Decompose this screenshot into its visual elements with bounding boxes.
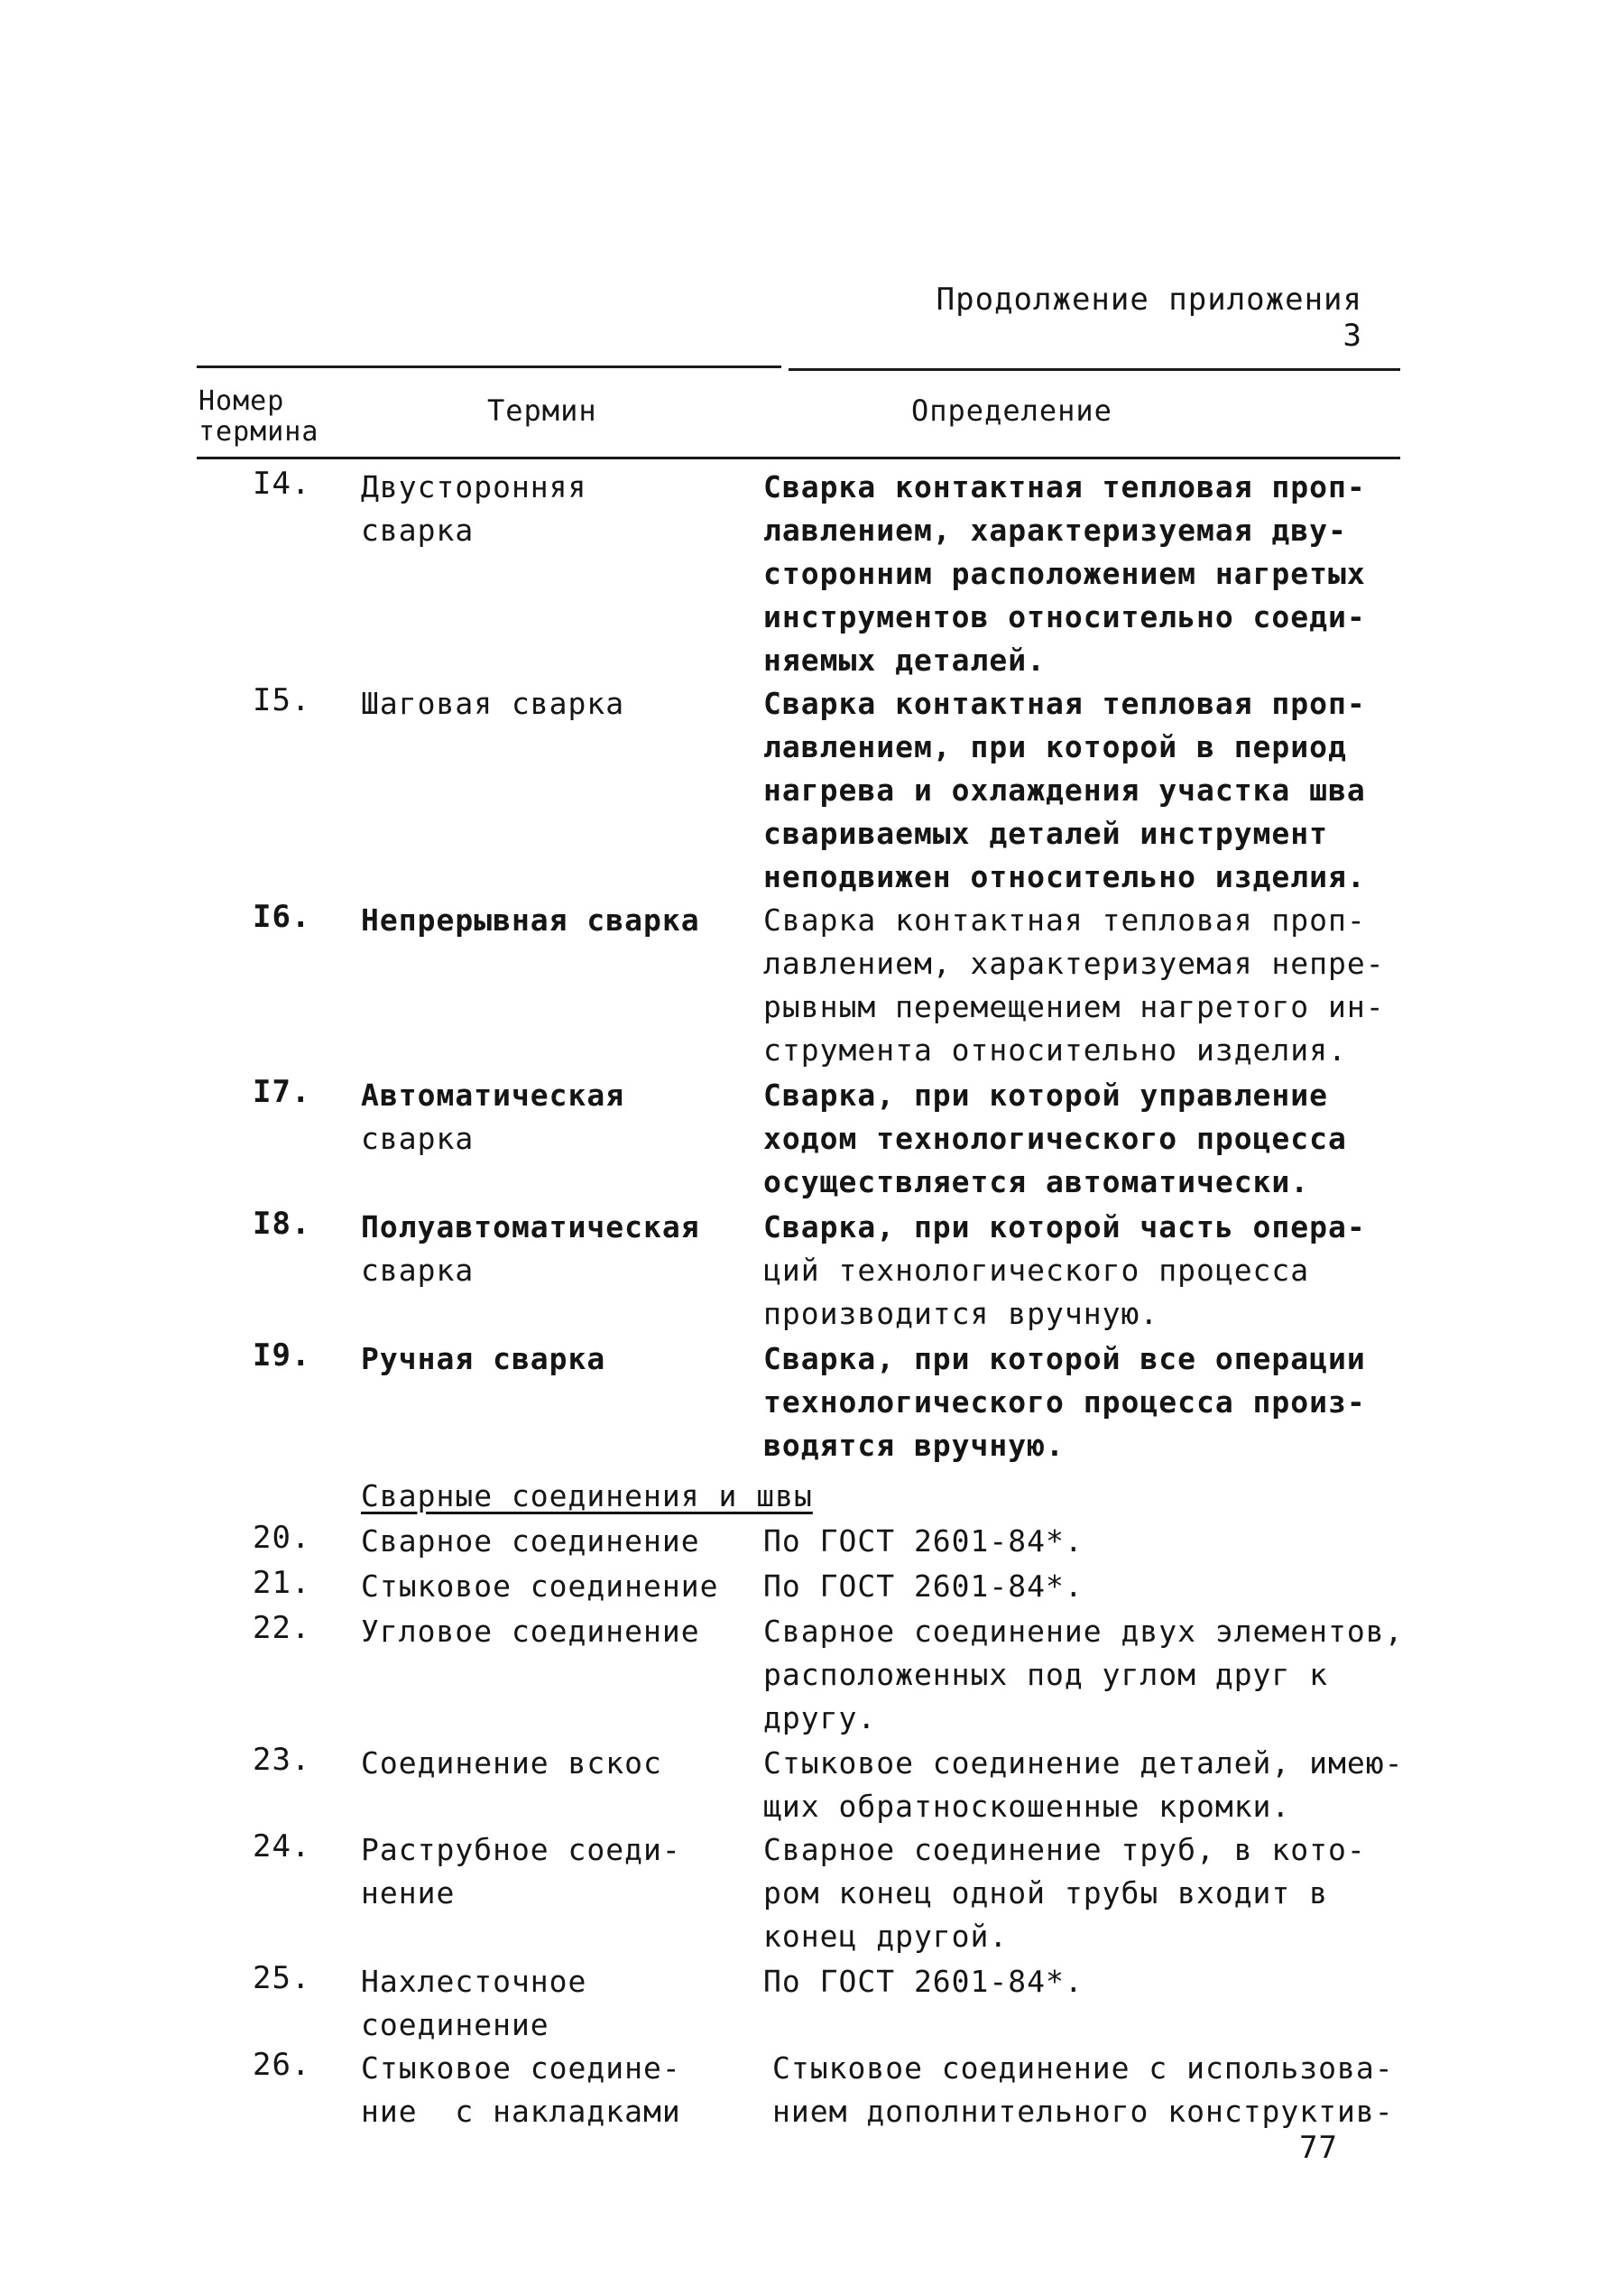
- term-line: сварка: [361, 513, 475, 548]
- term-name: [361, 2047, 758, 2133]
- term-definition: [772, 2047, 1422, 2133]
- term-name: [361, 682, 758, 726]
- definition-line: щих обратноскошенные кромки.: [763, 1789, 1291, 1824]
- definition-line: расположенных под углом друг к: [763, 1657, 1329, 1692]
- term-definition: [763, 1960, 1413, 2003]
- term-number: 20.: [253, 1520, 311, 1556]
- term-line: ние с накладками: [361, 2094, 681, 2129]
- term-name: [361, 1074, 758, 1161]
- definition-line: Сварка контактная тепловая проп-: [763, 686, 1366, 721]
- definition-line: неподвижен относительно изделия.: [763, 859, 1366, 894]
- term-name: [361, 466, 758, 552]
- definition-line: рывным перемещением нагретого ин-: [763, 989, 1385, 1024]
- term-number: I7.: [253, 1074, 311, 1110]
- term-definition: [763, 1610, 1413, 1740]
- term-number: 21.: [253, 1565, 311, 1601]
- term-line: Угловое соединение: [361, 1614, 700, 1649]
- term-line: Двусторонняя: [361, 469, 587, 504]
- term-line: Стыковое соединение: [361, 1568, 719, 1604]
- table-top-rule-left: [197, 365, 781, 368]
- term-definition: [763, 1074, 1413, 1204]
- column-header-definition: Определение: [911, 393, 1112, 428]
- term-number: I4.: [253, 466, 311, 502]
- term-name: [361, 899, 758, 942]
- definition-line: технологического процесса произ-: [763, 1384, 1366, 1420]
- column-header-number: Номер термина: [198, 385, 319, 448]
- term-line: Шаговая сварка: [361, 686, 625, 721]
- definition-line: лавлением, при которой в период: [763, 729, 1347, 764]
- definition-line: производится вручную.: [763, 1296, 1159, 1331]
- term-definition: [763, 466, 1413, 682]
- term-name: [361, 1960, 758, 2047]
- table-top-rule-right: [789, 368, 1400, 371]
- definition-line: няемых деталей.: [763, 643, 1047, 678]
- term-name: [361, 1206, 758, 1292]
- term-line: сварка: [361, 1253, 475, 1288]
- table-header-rule: [197, 457, 1400, 459]
- section-title: Сварные соединения и швы: [361, 1478, 813, 1513]
- term-number: I9.: [253, 1337, 311, 1374]
- column-header-term: Термин: [487, 393, 597, 428]
- definition-line: По ГОСТ 2601-84*.: [763, 1568, 1084, 1604]
- term-line: сварка: [361, 1121, 475, 1156]
- definition-line: лавлением, характеризуемая непре-: [763, 946, 1385, 981]
- definition-line: водятся вручную.: [763, 1428, 1065, 1463]
- definition-line: струмента относительно изделия.: [763, 1032, 1347, 1068]
- term-line: Непрерывная сварка: [361, 902, 700, 938]
- term-number: 22.: [253, 1610, 311, 1646]
- definition-line: ром конец одной трубы входит в: [763, 1875, 1329, 1911]
- definition-line: Стыковое соединение с использова-: [772, 2050, 1394, 2086]
- term-name: [361, 1565, 758, 1608]
- definition-line: Сварка, при которой управление: [763, 1078, 1329, 1113]
- definition-line: сторонним расположением нагретых: [763, 556, 1366, 591]
- term-definition: [763, 899, 1413, 1072]
- term-number: 23.: [253, 1742, 311, 1778]
- term-line: Автоматическая: [361, 1078, 625, 1113]
- page-number: 77: [1299, 2130, 1338, 2166]
- definition-line: Сварное соединение труб, в кото-: [763, 1832, 1366, 1867]
- definition-line: Сварка контактная тепловая проп-: [763, 469, 1366, 504]
- term-definition: [763, 1828, 1413, 1958]
- definition-line: Сварка контактная тепловая проп-: [763, 902, 1366, 938]
- term-name: [361, 1610, 758, 1653]
- term-number: I5.: [253, 682, 311, 718]
- appendix-continuation-note: Продолжение приложения 3: [936, 282, 1362, 354]
- term-line: Соединение вскос: [361, 1745, 662, 1781]
- term-name: [361, 1520, 758, 1563]
- term-number: 25.: [253, 1960, 311, 1996]
- term-line: Полуавтоматическая: [361, 1209, 700, 1244]
- term-line: Стыковое соедине-: [361, 2050, 681, 2086]
- term-definition: [763, 1206, 1413, 1336]
- term-number: I8.: [253, 1206, 311, 1242]
- definition-line: Сварное соединение двух элементов,: [763, 1614, 1404, 1649]
- definition-line: ций технологического процесса: [763, 1253, 1310, 1288]
- term-line: Раструбное соеди-: [361, 1832, 681, 1867]
- definition-line: нием дополнительного конструктив-: [772, 2094, 1394, 2129]
- definition-line: По ГОСТ 2601-84*.: [763, 1964, 1084, 1999]
- term-line: Нахлесточное: [361, 1964, 587, 1999]
- term-number: I6.: [253, 899, 311, 935]
- term-definition: [763, 1742, 1413, 1828]
- term-name: [361, 1742, 758, 1785]
- term-line: Ручная сварка: [361, 1341, 606, 1376]
- term-line: Сварное соединение: [361, 1523, 700, 1559]
- definition-line: свариваемых деталей инструмент: [763, 816, 1329, 851]
- term-definition: [763, 1337, 1413, 1467]
- term-number: 24.: [253, 1828, 311, 1864]
- definition-line: Сварка, при которой часть опера-: [763, 1209, 1366, 1244]
- definition-line: инструментов относительно соеди-: [763, 599, 1366, 634]
- definition-line: осуществляется автоматически.: [763, 1164, 1310, 1199]
- term-line: нение: [361, 1875, 456, 1911]
- definition-line: Стыковое соединение деталей, имею-: [763, 1745, 1404, 1781]
- term-definition: [763, 1520, 1413, 1563]
- term-definition: [763, 682, 1413, 899]
- term-name: [361, 1828, 758, 1915]
- definition-line: лавлением, характеризуемая дву-: [763, 513, 1347, 548]
- definition-line: конец другой.: [763, 1919, 1009, 1954]
- term-definition: [763, 1565, 1413, 1608]
- definition-line: По ГОСТ 2601-84*.: [763, 1523, 1084, 1559]
- term-name: [361, 1337, 758, 1381]
- term-line: соединение: [361, 2007, 549, 2042]
- definition-line: нагрева и охлаждения участка шва: [763, 773, 1366, 808]
- term-number: 26.: [253, 2047, 311, 2083]
- definition-line: другу.: [763, 1700, 877, 1735]
- definition-line: ходом технологического процесса: [763, 1121, 1347, 1156]
- definition-line: Сварка, при которой все операции: [763, 1341, 1366, 1376]
